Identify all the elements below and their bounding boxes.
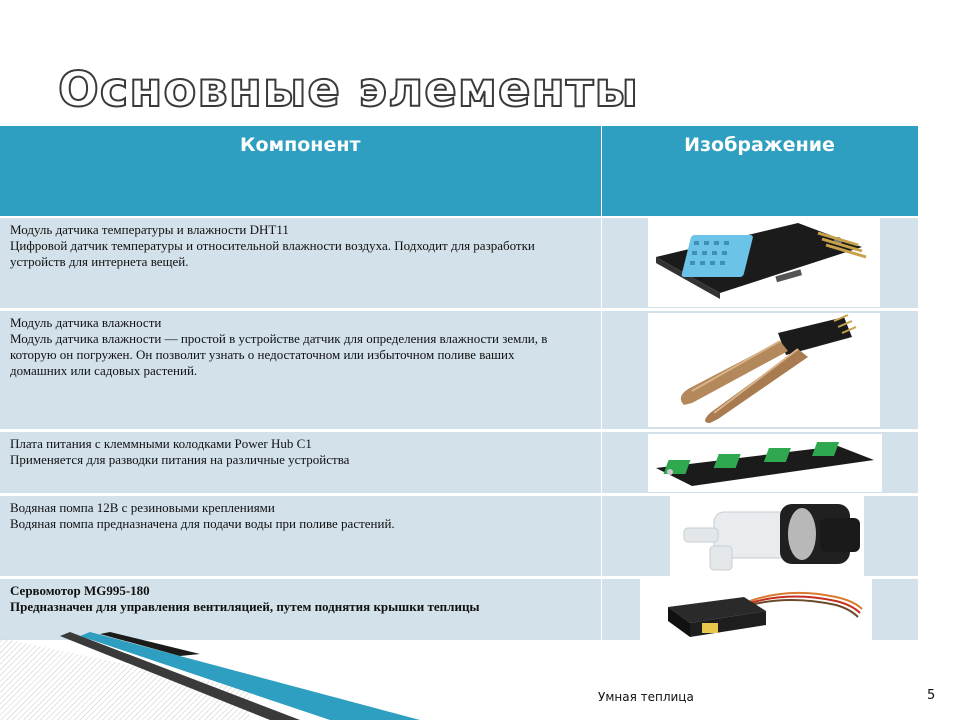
component-description: Применяется для разводки питания на различные устройства bbox=[10, 451, 350, 467]
footer-text: Умная теплица bbox=[598, 690, 694, 704]
row-image-cell bbox=[601, 430, 918, 494]
component-name: Сервомотор MG995-180 bbox=[10, 582, 150, 598]
row-image-cell bbox=[601, 494, 918, 577]
soil-moisture-sensor-image bbox=[648, 313, 880, 427]
row-text bbox=[0, 217, 601, 309]
row-image-cell bbox=[601, 217, 918, 309]
component-name: Модуль датчика температуры и влажности DHT11 bbox=[10, 222, 289, 237]
row-image-cell bbox=[601, 309, 918, 430]
table-row bbox=[0, 309, 918, 430]
component-name: Водяная помпа 12В с резиновыми креплениями bbox=[10, 499, 275, 515]
row-text bbox=[0, 430, 601, 494]
component-description-cont: домашних или садовых растений. bbox=[10, 362, 198, 378]
component-description: Предназначен для управления вентиляцией, путем поднятия крышки теплицы bbox=[10, 598, 480, 614]
power-hub-board-image bbox=[648, 434, 882, 492]
components-table bbox=[0, 126, 919, 643]
table-header-row bbox=[0, 126, 918, 217]
table-row bbox=[0, 494, 918, 577]
component-description: Водяная помпа предназначена для подачи воды при поливе растений. bbox=[10, 515, 395, 531]
table-row bbox=[0, 430, 918, 494]
header-image: Изображение bbox=[601, 126, 918, 217]
water-pump-image bbox=[670, 494, 864, 576]
decorative-footer-stripes bbox=[0, 630, 960, 720]
component-description: Модуль датчика влажности — простой в устройстве датчик для определения влажности земли, в которую он погружен. Он позволит узнать о недостаточном или избыточном поливе ваших bbox=[10, 330, 548, 362]
slide-title: Основные элементы bbox=[58, 62, 639, 118]
row-text bbox=[0, 309, 601, 430]
row-text bbox=[0, 494, 601, 577]
dht11-sensor-module-image bbox=[648, 217, 880, 307]
header-component: Компонент bbox=[0, 126, 601, 217]
component-name: Плата питания с клеммными колодками Power Hub C1 bbox=[10, 435, 312, 451]
component-description: Цифровой датчик температуры и относительной влажности воздуха. Подходит для разработки устройств для интернета вещей. bbox=[10, 238, 535, 269]
table-row bbox=[0, 217, 918, 309]
component-name: Модуль датчика влажности bbox=[10, 314, 162, 330]
page-number: 5 bbox=[927, 688, 936, 703]
